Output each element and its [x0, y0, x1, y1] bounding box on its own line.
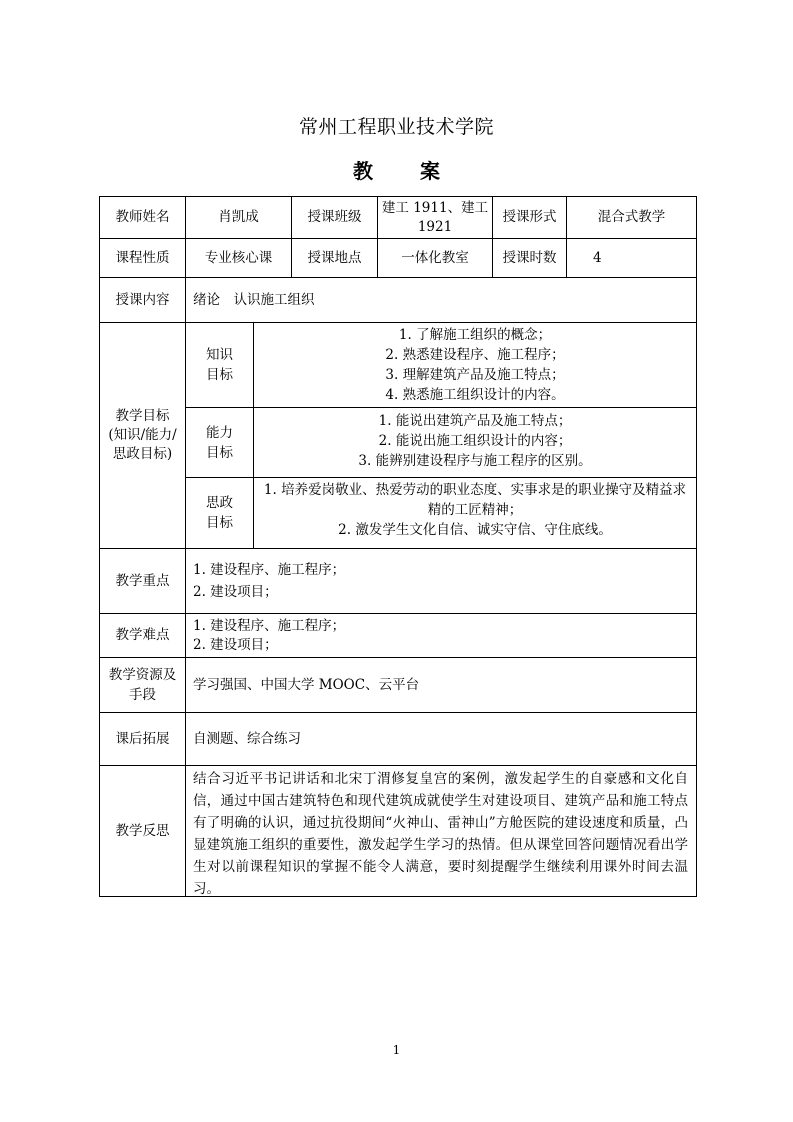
knowledge-goal-item: 2. 熟悉建设程序、施工程序； — [385, 347, 565, 363]
key-points-value — [185, 549, 696, 613]
school-name: 常州工程职业技术学院 — [298, 116, 494, 138]
info-row-1 — [100, 197, 696, 238]
ability-goal-item: 2. 能说出施工组织设计的内容； — [378, 433, 572, 449]
knowledge-goal-item: 3. 理解建筑产品及施工特点； — [385, 367, 565, 383]
ideology-goal-item: 1. 培养爱岗敬业、热爱劳动的职业态度、实事求是的职业操守及精益求精的工匠精神； — [263, 482, 687, 518]
place-value: 一体化教室 — [377, 239, 492, 277]
ideology-label-line-2: 目标 — [206, 515, 233, 531]
hours-label: 授课时数 — [492, 239, 566, 277]
ideology-goals — [186, 477, 696, 548]
class-value-line-2: 1921 — [417, 218, 453, 235]
nature-label: 课程性质 — [115, 249, 170, 266]
ability-goals-list — [253, 408, 696, 477]
key-point-item: 1. 建设程序、施工程序； — [193, 562, 346, 578]
form-value: 混合式教学 — [566, 197, 696, 238]
document-title — [0, 155, 793, 184]
knowledge-label-line-1: 知识 — [206, 347, 233, 363]
form-label: 授课形式 — [492, 197, 566, 238]
info-row-2 — [100, 238, 696, 277]
hours-value: 4 — [566, 239, 696, 277]
teacher-value: 肖凯成 — [185, 197, 291, 238]
class-label: 授课班级 — [291, 197, 377, 238]
knowledge-goals-label — [186, 323, 253, 407]
ideology-goal-item: 2. 激发学生文化自信、诚实守信、守住底线。 — [338, 522, 612, 538]
reflection-row — [100, 765, 696, 896]
ideology-goals-list — [253, 478, 696, 548]
goals-label-line-1: 教学目标 — [115, 408, 170, 424]
knowledge-goal-item: 4. 熟悉施工组织设计的内容。 — [385, 387, 565, 403]
key-point-item: 2. 建设项目； — [193, 584, 278, 600]
resources-label-line-2: 手段 — [129, 687, 156, 703]
difficulties-label: 教学难点 — [115, 627, 170, 643]
content-row — [100, 277, 696, 322]
extension-label: 课后拓展 — [115, 730, 170, 747]
difficulty-item: 1. 建设程序、施工程序； — [193, 617, 346, 634]
extension-value: 自测题、综合练习 — [185, 713, 696, 765]
title-char-1: 教 — [353, 159, 374, 183]
ideology-label-line-1: 思政 — [206, 495, 233, 511]
resources-label-line-1: 教学资源及 — [108, 667, 177, 683]
place-label: 授课地点 — [291, 239, 377, 277]
difficulties-row — [100, 613, 696, 657]
goals-row — [100, 322, 696, 548]
ability-goals-label — [186, 408, 253, 477]
goals-label — [100, 323, 185, 548]
title-char-2: 案 — [419, 159, 440, 183]
difficulty-item: 2. 建设项目； — [193, 636, 278, 653]
ability-goal-item: 3. 能辨别建设程序与施工程序的区别。 — [358, 453, 592, 469]
knowledge-goals-list — [253, 323, 696, 407]
knowledge-label-line-2: 目标 — [206, 367, 233, 383]
knowledge-goal-item: 1. 了解施工组织的概念； — [398, 327, 552, 343]
extension-row — [100, 712, 696, 765]
knowledge-goals — [186, 323, 696, 407]
key-points-row — [100, 548, 696, 613]
ability-label-line-2: 目标 — [206, 444, 233, 461]
ability-goal-item: 1. 能说出建筑产品及施工特点； — [378, 413, 572, 429]
class-value-line-1: 建工 1911、建工 — [381, 199, 489, 216]
reflection-text: 结合习近平书记讲话和北宋丁渭修复皇宫的案例，激发起学生的自豪感和文化自信，通过中国古建筑特色和现代建筑成就使学生对建设项目、建筑产品和施工特点有了明确的认识，通过抗役期间“火神山、雷神山”方舱医院的建设速度和质量，凸显建筑施工组织的重要性，激发起学生学习的热情。但从课堂回答问题情况看出学生对以前课程知识的掌握不能令人满意，要时刻提醒学生继续利用课外时间去温习。 — [185, 766, 696, 896]
goals-label-line-3: 思政目标) — [112, 446, 173, 462]
difficulties-value — [185, 614, 696, 657]
teacher-label: 教师姓名 — [115, 209, 170, 225]
nature-value: 专业核心课 — [185, 239, 291, 277]
class-value — [377, 197, 492, 238]
content-label: 授课内容 — [115, 291, 170, 308]
resources-label — [100, 658, 185, 712]
resources-row — [100, 657, 696, 712]
goals-detail — [185, 323, 696, 548]
page-number: 1 — [392, 1043, 401, 1057]
resources-value: 学习强国、中国大学 MOOC、云平台 — [185, 658, 696, 712]
ability-label-line-1: 能力 — [206, 424, 233, 441]
goals-label-line-2: (知识/能力/ — [108, 427, 177, 443]
ability-goals — [186, 407, 696, 477]
key-points-label: 教学重点 — [115, 572, 170, 589]
content-value: 绪论 认识施工组织 — [185, 278, 696, 322]
ideology-goals-label — [186, 478, 253, 548]
reflection-label: 教学反思 — [115, 822, 170, 839]
lesson-plan-table — [99, 196, 697, 897]
